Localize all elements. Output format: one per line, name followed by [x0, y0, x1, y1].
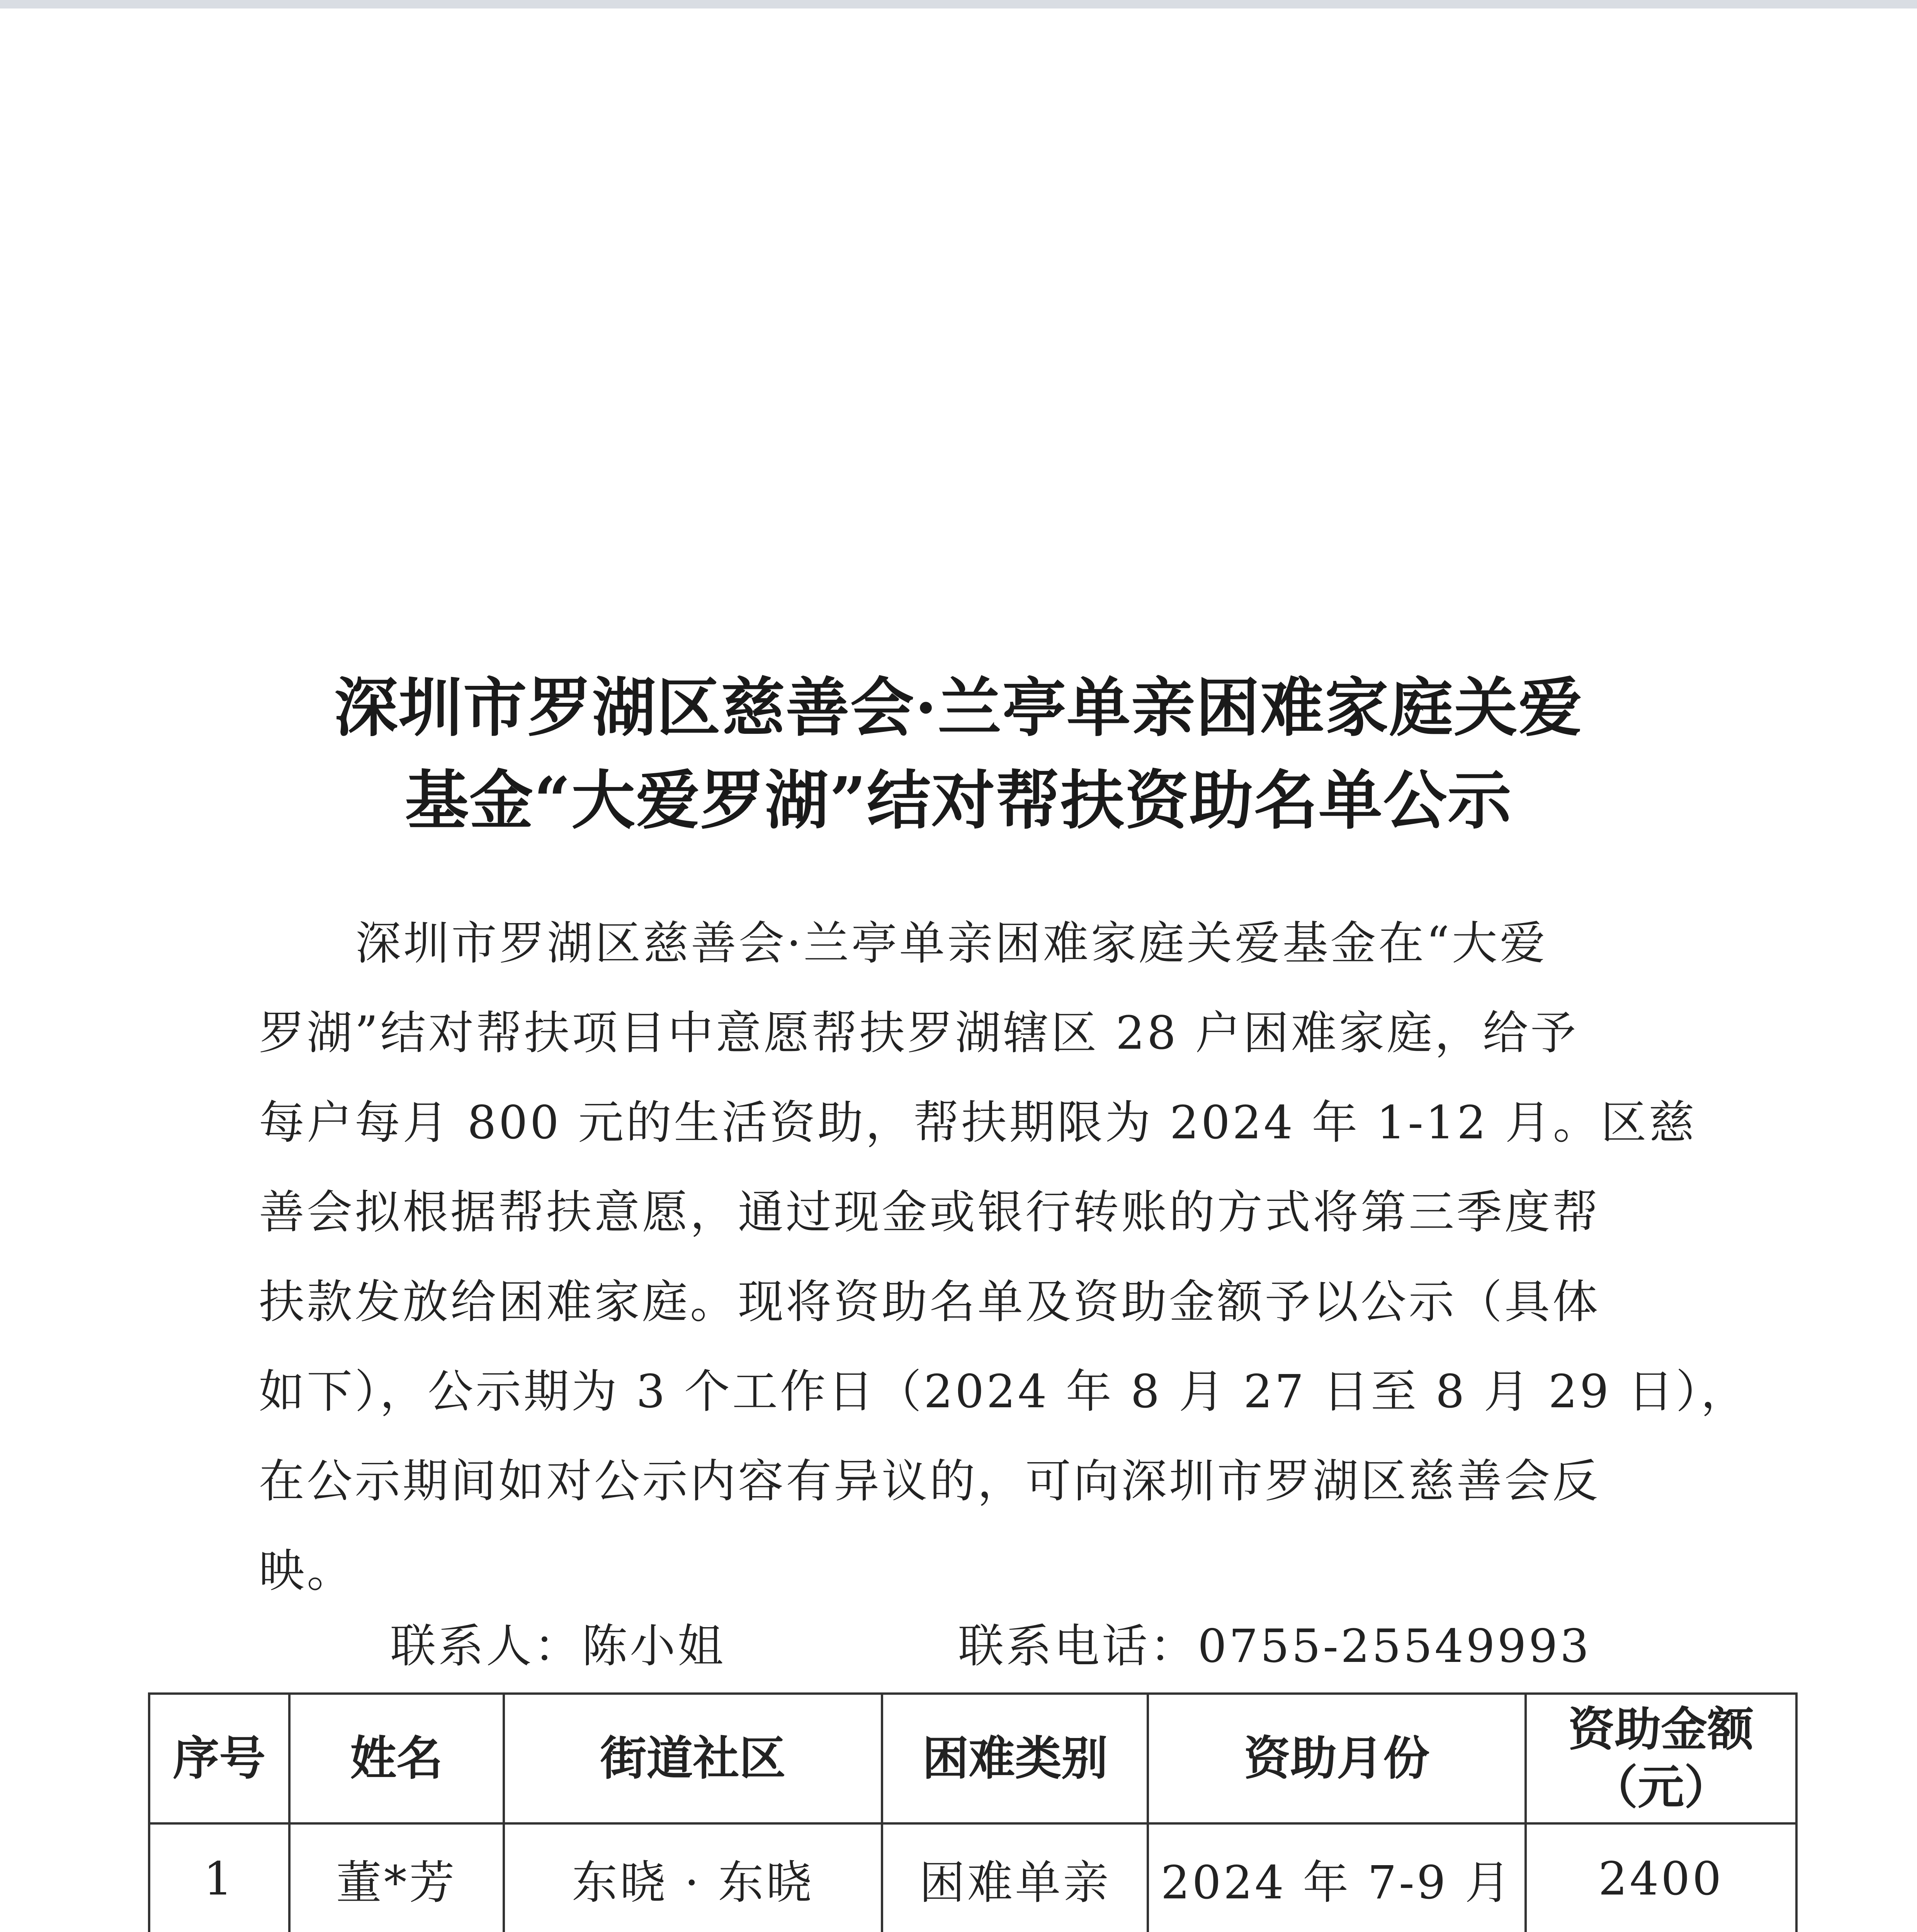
scan-top-edge [0, 0, 1917, 9]
body-line: 善会拟根据帮扶意愿，通过现金或银行转账的方式将第三季度帮 [259, 1185, 1601, 1239]
funding-list-table [148, 1692, 1798, 1932]
header-type: 困难类别 [882, 1694, 1148, 1823]
header-amount [1526, 1694, 1796, 1823]
header-amount-line-1: 资助金额 [1568, 1702, 1754, 1757]
header-seq: 序号 [149, 1694, 289, 1823]
cell-name: 董*芳 [289, 1823, 504, 1932]
cell-area: 东晓 · 东晓 [504, 1823, 882, 1932]
document-title-line-2: 基金“大爱罗湖”结对帮扶资助名单公示 [405, 762, 1512, 838]
body-line: 罗湖”结对帮扶项目中意愿帮扶罗湖辖区 28 户困难家庭，给予 [259, 1006, 1579, 1060]
body-line: 在公示期间如对公示内容有异议的，可向深圳市罗湖区慈善会反 [259, 1454, 1601, 1508]
header-name: 姓名 [289, 1694, 504, 1823]
body-line: 映。 [259, 1544, 355, 1597]
header-area: 街道社区 [504, 1694, 882, 1823]
body-line: 扶款发放给困难家庭。现将资助名单及资助金额予以公示（具体 [259, 1275, 1601, 1328]
cell-amount: 2400 [1526, 1823, 1796, 1932]
body-line: 深圳市罗湖区慈善会·兰亭单亲困难家庭关爱基金在“大爱 [355, 917, 1548, 970]
table-header-row [149, 1694, 1796, 1823]
header-amount-line-2: （元） [1591, 1760, 1731, 1815]
cell-type: 困难单亲 [882, 1823, 1148, 1932]
contact-phone: 联系电话：0755-25549993 [958, 1619, 1591, 1673]
contact-person: 联系人：陈小姐 [390, 1619, 726, 1673]
announcement-body [259, 898, 1749, 1616]
cell-seq: 1 [149, 1823, 289, 1932]
header-month: 资助月份 [1148, 1694, 1525, 1823]
body-line: 如下），公示期为 3 个工作日（2024 年 8 月 27 日至 8 月 29 日）， [259, 1365, 1749, 1418]
table-row [149, 1823, 1796, 1932]
document-title-line-1: 深圳市罗湖区慈善会·兰亭单亲困难家庭关爱 [334, 670, 1583, 745]
body-line: 每户每月 800 元的生活资助，帮扶期限为 2024 年 1-12 月。区慈 [259, 1096, 1697, 1149]
cell-month: 2024 年 7-9 月 [1148, 1823, 1525, 1932]
